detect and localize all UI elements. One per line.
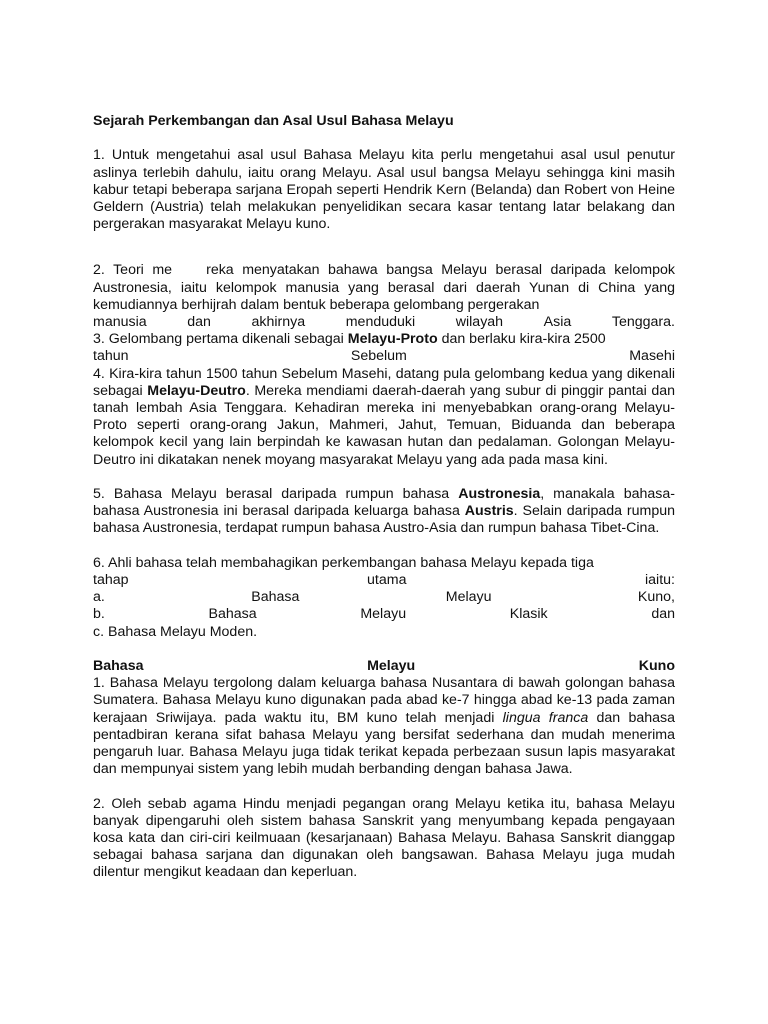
spacer <box>93 778 675 795</box>
paragraph-6-line-2 <box>93 572 675 589</box>
text-run: 5. Bahasa Melayu berasal daripada rumpun bahasa <box>93 486 459 503</box>
text-run: dan bahasa pentadbiran kerana sifat bahasa Melayu yang bersifat sederhana dan mudah menerima pengaruh luar. Bahasa Melayu juga tidak terikat kepada perbezaan susun lapis masyarakat dan mempunyai sistem yang lebih mudah berbanding dengan bahasa Jawa. <box>93 709 675 778</box>
paragraph-6-line-1: 6. Ahli bahasa telah membahagikan perkembangan bahasa Melayu kepada tiga <box>93 554 594 571</box>
text-run: 3. Gelombang pertama dikenali sebagai <box>93 331 348 348</box>
paragraph-2-last-line <box>93 314 675 331</box>
paragraph-2 <box>93 262 679 331</box>
list-item-b <box>93 606 675 623</box>
section-heading <box>93 658 675 675</box>
word: iaitu: <box>645 572 675 589</box>
word: Sebelum <box>350 348 407 365</box>
word: Melayu <box>445 589 492 606</box>
word: Masehi <box>629 348 675 365</box>
section-paragraph-2: 2. Oleh sebab agama Hindu menjadi pegangan orang Melayu ketika itu, bahasa Melayu banyak dipengaruhi oleh sistem bahasa Sanskrit yang menyumbang kepada pengayaan kosa kata dan ciri-ciri keilmuaan (kesarjanaan) Bahasa Melayu. Bahasa Sanskrit dianggap sebagai bahasa sarjana dan digunakan oleh bangsawan. Bahasa Melayu juga mudah dilentur mengikut keadaan dan keperluan. <box>93 795 675 881</box>
word: Bahasa <box>251 589 300 606</box>
paragraph-5 <box>93 486 675 538</box>
word: manusia <box>93 314 147 331</box>
word: b. <box>93 606 105 623</box>
spacer <box>93 538 675 555</box>
word: akhirnya <box>251 314 306 331</box>
paragraph-1: 1. Untuk mengetahui asal usul Bahasa Melayu kita perlu mengetahui asal usul penutur aslinya terlebih dahulu, iaitu orang Melayu. Asal usul bangsa Melayu sehingga kini masih kabur tetapi beberapa sarjana Eropah seperti Hendrik Kern (Belanda) dan Robert von Heine Geldern (Austria) telah melakukan penyelidikan secara kasar tentang latar belakang dan pergerakan masyarakat Melayu kuno. <box>93 147 675 233</box>
text-run: 4. Kira-kira tahun 1500 tahun Sebelum Masehi, datang pula gelombang kedua yang dikenali sebagai <box>93 365 675 399</box>
list-item-c: c. Bahasa Melayu Moden. <box>93 623 258 640</box>
word: Bahasa <box>93 658 144 675</box>
text-run: , manakala bahasa-bahasa Austronesia ini berasal daripada keluarga bahasa <box>93 486 675 520</box>
spacer <box>93 641 675 658</box>
italic-term: lingua franca <box>502 709 589 726</box>
word: Tenggara. <box>611 314 675 331</box>
section-paragraph-1 <box>93 675 675 778</box>
document-title: Sejarah Perkembangan dan Asal Usul Bahasa Melayu <box>93 113 454 129</box>
paragraph-3 <box>93 331 675 365</box>
bold-term: Melayu-Deutro <box>147 382 246 399</box>
word: tahap <box>93 572 129 589</box>
spacer <box>93 233 675 262</box>
spacer <box>93 469 675 486</box>
word: Melayu <box>360 606 407 623</box>
word: Bahasa <box>208 606 257 623</box>
text-run: . Mereka mendiami daerah-daerah yang subur di pinggir pantai dan tanah lembah Asia Tenggara. Kehadiran mereka ini menyebabkan orang-orang Melayu-Proto seperti orang-orang Jakun, Mahmeri, Jahut, Temuan, Biduanda dan beberapa kelompok kecil yang lain berpindah ke kawasan hutan dan pedalaman. Golongan Melayu-Deutro ini dikatakan nenek moyang masyarakat Melayu yang ada pada masa kini. <box>93 382 676 468</box>
word: dan <box>651 606 675 623</box>
paragraph-3-line-1 <box>93 331 675 348</box>
word: dan <box>187 314 211 331</box>
word: menduduki <box>345 314 416 331</box>
bold-term: Austronesia <box>458 486 541 503</box>
list-item-a <box>93 589 675 606</box>
word: Melayu <box>367 658 416 675</box>
word: Kuno <box>638 658 675 675</box>
word: Asia <box>543 314 572 331</box>
paragraph-6 <box>93 555 675 641</box>
word: a. <box>93 589 105 606</box>
document-page <box>93 113 679 882</box>
text-run: . Selain daripada rumpun bahasa Austronesia, terdapat rumpun bahasa Austro-Asia dan rumpun bahasa Tibet-Cina. <box>93 503 675 537</box>
word: wilayah <box>455 314 504 331</box>
text-run: dan berlaku kira-kira 2500 <box>437 331 606 348</box>
section-bahasa-melayu-kuno <box>93 658 675 882</box>
word: utama <box>367 572 407 589</box>
paragraph-2-text: 2. Teori me reka menyatakan bahawa bangsa Melayu berasal daripada kelompok Austronesia, iaitu kelompok manusia yang berasal dari daerah Yunan di China yang kemudiannya berhijrah dalam bentuk beberapa gelombang pergerakan <box>93 262 679 313</box>
bold-term: Melayu-Proto <box>347 331 438 348</box>
bold-term: Austris <box>464 503 514 520</box>
word: Kuno, <box>637 589 675 606</box>
text-run: 1. Bahasa Melayu tergolong dalam keluarga bahasa Nusantara di bawah golongan bahasa Sumatera. Bahasa Melayu kuno digunakan pada abad ke-7 hingga abad ke-13 pada zaman kerajaan Sriwijaya. pada waktu itu, BM kuno telah menjadi <box>93 675 675 726</box>
word: tahun <box>93 348 129 365</box>
word: Klasik <box>509 606 548 623</box>
paragraph-3-line-2 <box>93 348 675 365</box>
paragraph-4 <box>93 366 675 469</box>
